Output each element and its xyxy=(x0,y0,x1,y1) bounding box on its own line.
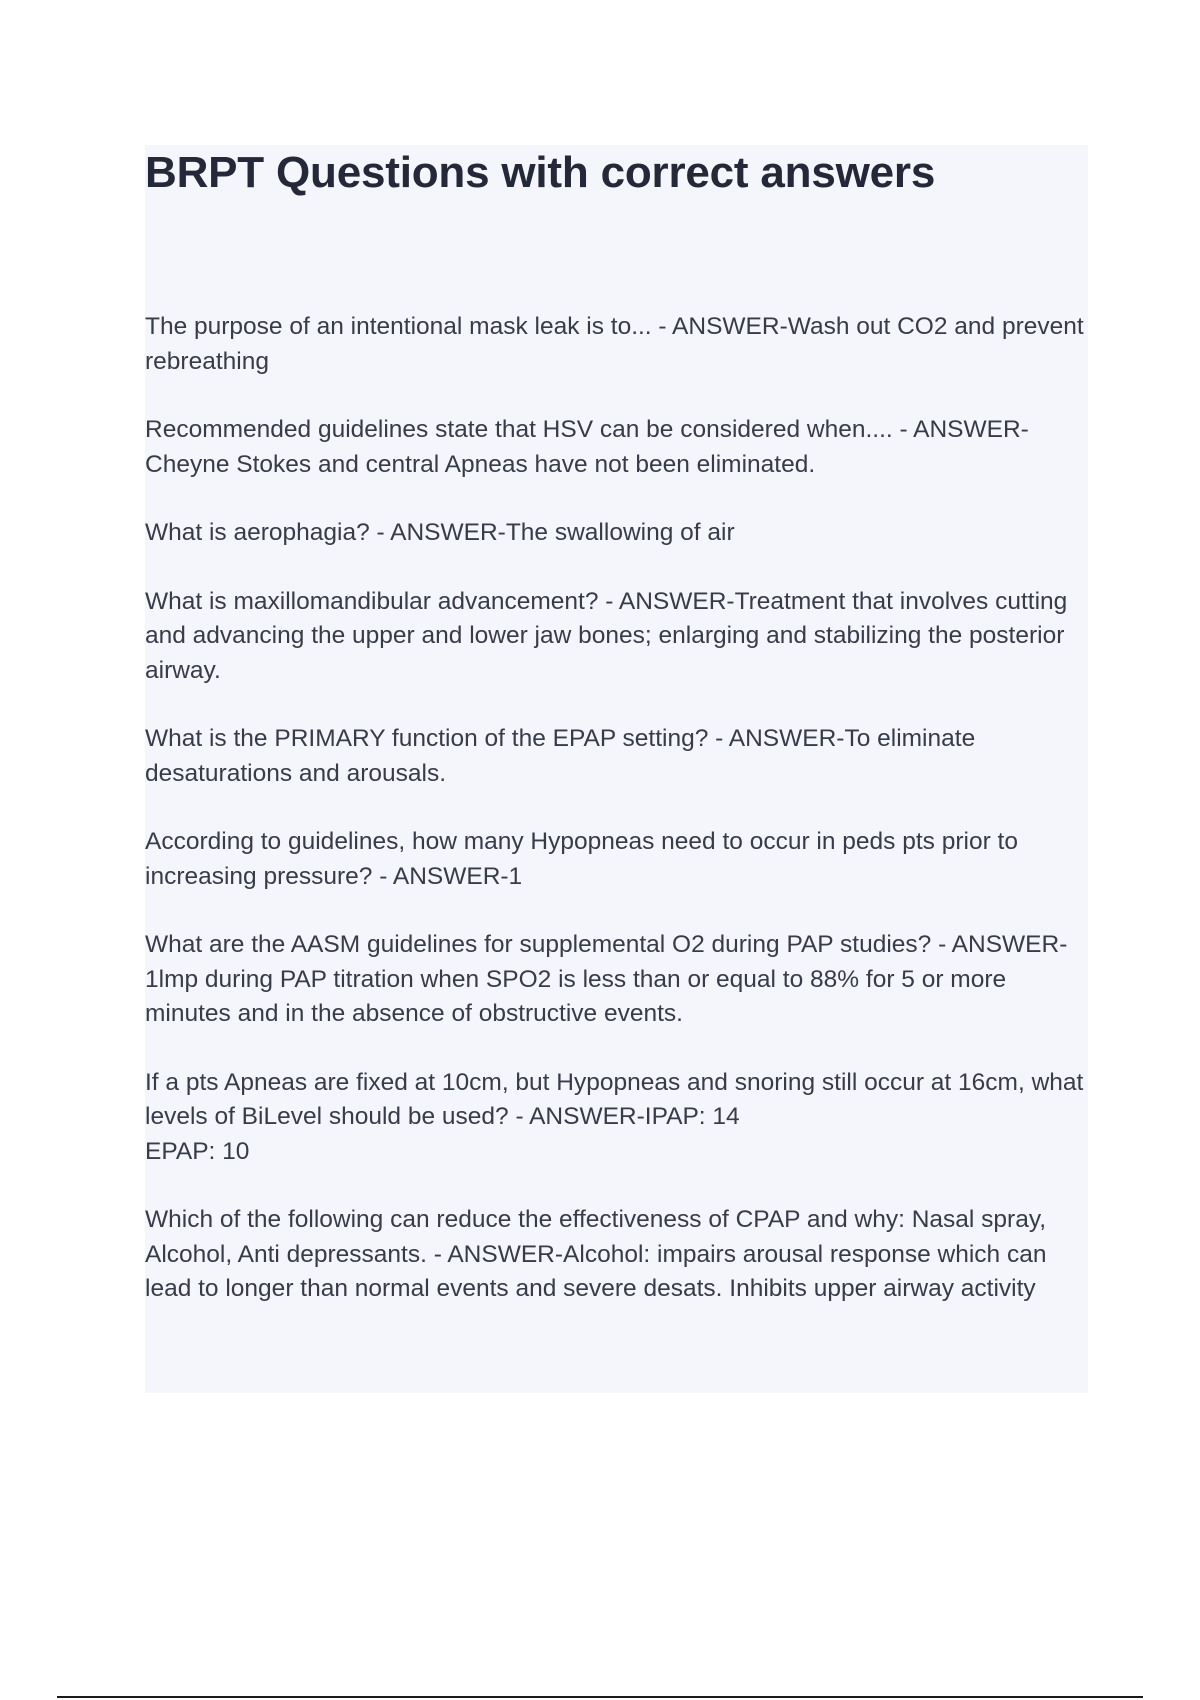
qa-item: What are the AASM guidelines for supplemental O2 during PAP studies? - ANSWER-1lmp during PAP titration when SPO2 is less than or equal to 88% for 5 or more minutes and in the absence of obstructive events. xyxy=(145,931,1068,1027)
qa-item: According to guidelines, how many Hypopneas need to occur in peds pts prior to increasing pressure? - ANSWER-1 xyxy=(145,828,1018,890)
footer-divider xyxy=(57,1696,1143,1698)
qa-item: Which of the following can reduce the effectiveness of CPAP and why: Nasal spray, Alcohol, Anti depressants. - ANSWER-Alcohol: impairs arousal response which can lead to longer than normal events and severe desats. Inhibits upper airway activity xyxy=(145,1206,1047,1302)
qa-item: Recommended guidelines state that HSV can be considered when.... - ANSWER-Cheyne Stokes and central Apneas have not been eliminated. xyxy=(145,416,1029,478)
qa-item: What is maxillomandibular advancement? - ANSWER-Treatment that involves cutting and advancing the upper and lower jaw bones; enlarging and stabilizing the posterior airway. xyxy=(145,587,1068,684)
qa-item: If a pts Apneas are fixed at 10cm, but Hypopneas and snoring still occur at 16cm, what levels of BiLevel should be used? - ANSWER-IPAP: 14 EPAP: 10 xyxy=(145,1068,1084,1165)
qa-list xyxy=(145,310,1088,1341)
document-content xyxy=(145,145,1088,1393)
qa-item: What is aerophagia? - ANSWER-The swallowing of air xyxy=(145,519,735,546)
page-title: BRPT Questions with correct answers xyxy=(145,148,936,197)
qa-item: The purpose of an intentional mask leak is to... - ANSWER-Wash out CO2 and prevent rebreathing xyxy=(145,313,1084,375)
qa-item: What is the PRIMARY function of the EPAP setting? - ANSWER-To eliminate desaturations and arousals. xyxy=(145,725,976,787)
